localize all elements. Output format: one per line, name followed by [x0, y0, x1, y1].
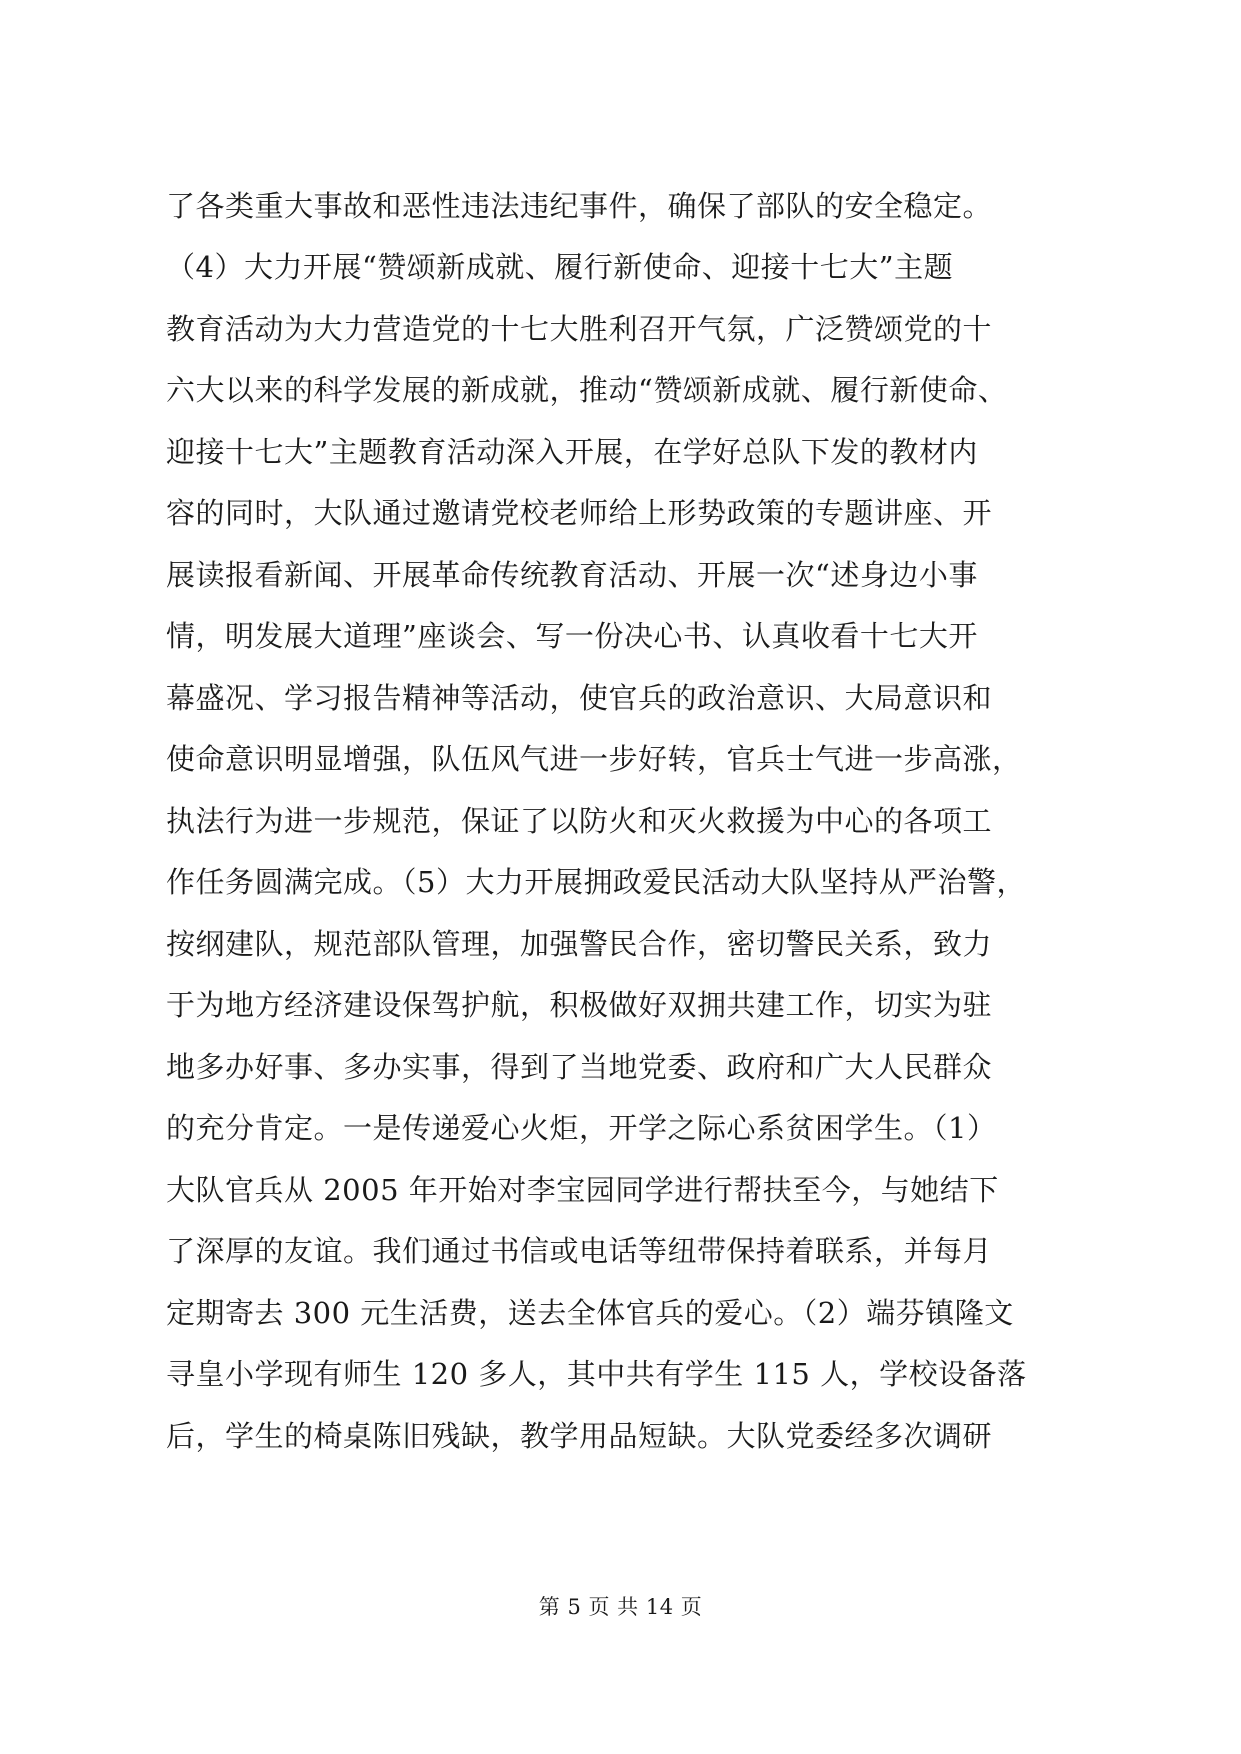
text-line: 作任务圆满完成。（5）大力开展拥政爱民活动大队坚持从严治警， [166, 865, 1026, 899]
text-line: 六大以来的科学发展的新成就，推动“赞颂新成就、履行新使命、 [166, 373, 1008, 407]
text-line: 于为地方经济建设保驾护航，积极做好双拥共建工作，切实为驻 [166, 988, 993, 1022]
text-line: 使命意识明显增强，队伍风气进一步好转，官兵士气进一步高涨， [166, 742, 1022, 776]
text-line: 按纲建队，规范部队管理，加强警民合作，密切警民关系，致力 [166, 927, 993, 961]
text-line: 展读报看新闻、开展革命传统教育活动、开展一次“述身边小事 [166, 558, 978, 592]
text-line: 定期寄去 300 元生活费，送去全体官兵的爱心。（2）端芬镇隆文 [166, 1296, 1014, 1330]
text-line: 迎接十七大”主题教育活动深入开展，在学好总队下发的教材内 [166, 435, 978, 469]
text-line: 后，学生的椅桌陈旧残缺，教学用品短缺。大队党委经多次调研 [166, 1419, 993, 1453]
text-line: 容的同时，大队通过邀请党校老师给上形势政策的专题讲座、开 [166, 496, 993, 530]
text-line: 寻皇小学现有师生 120 多人，其中共有学生 115 人，学校设备落 [166, 1357, 1027, 1391]
text-line: 大队官兵从 2005 年开始对李宝园同学进行帮扶至今，与她结下 [166, 1173, 999, 1207]
text-line: 了各类重大事故和恶性违法违纪事件，确保了部队的安全稳定。 [166, 189, 993, 223]
text-line: 情，明发展大道理”座谈会、写一份决心书、认真收看十七大开 [166, 619, 978, 653]
text-line: 执法行为进一步规范，保证了以防火和灭火救援为中心的各项工 [166, 804, 993, 838]
page-number-footer: 第 5 页 共 14 页 [538, 1595, 703, 1619]
text-line: 地多办好事、多办实事，得到了当地党委、政府和广大人民群众 [166, 1050, 993, 1084]
text-line: 教育活动为大力营造党的十七大胜利召开气氛，广泛赞颂党的十 [166, 312, 993, 346]
text-line: 了深厚的友谊。我们通过书信或电话等纽带保持着联系，并每月 [166, 1234, 993, 1268]
text-line: 的充分肯定。一是传递爱心火炬，开学之际心系贫困学生。（1） [166, 1111, 997, 1145]
text-line: （4）大力开展“赞颂新成就、履行新使命、迎接十七大”主题 [166, 250, 954, 284]
text-line: 幕盛况、学习报告精神等活动，使官兵的政治意识、大局意识和 [166, 681, 993, 715]
